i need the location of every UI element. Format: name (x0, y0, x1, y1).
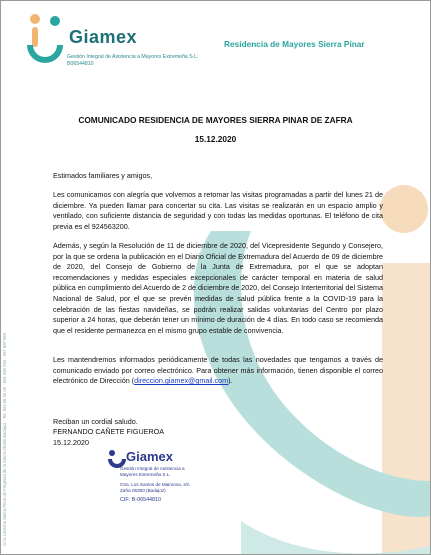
logo-wordmark: Giamex (69, 27, 138, 47)
closing-block (53, 417, 164, 448)
paragraph-resolution: Además, y según la Resolución de 11 de diciembre de 2020, del Vicepresidente Segundo y Consejero, por la que se ordena la publicación en el Diario Oficial de Extremadura del Acuerdo de 09 de diciembre de 2020, del Consejo de Gobierno de la Junta de Extremadura, por el que se adoptan recomendaciones y medidas especiales excepcionales de carácter temporal en materia de salud pública en cumplimiento del Acuerdo de 2 de diciembre de 2020, del Consejo Interterritorial del Sistema Nacional de Salud, por el que se prevén medidas de salud pública frente a la COVID-19 para la celebración de las fiestas navideñas, se podrán realizar salidas voluntarias del Centro por plazo superior a 24 horas, que deberán tener un mínimo de duración de 4 días. En todo caso se recomienda que el residente permanezca en el mismo grupo estable de convivencia. (53, 241, 384, 335)
document-date: 15.12.2020 (194, 134, 237, 144)
stamp-line-3: Ctra. Los Santos de Maimona, s/n (120, 482, 190, 487)
side-address-text: C/ la Linterna Sierra Pinar de Fregenal de la Sierra 06480 Badajoz · Tel. 924 56 32 00 · 691 490 294 · 657 897 965 (2, 332, 7, 546)
stamp-line-5: CIF: B-06544810 (120, 497, 162, 503)
logo-cif: B06544810 (67, 61, 94, 67)
logo-mark-icon (23, 11, 69, 71)
paragraph-contact (53, 355, 383, 387)
paragraph-contact-text: Les mantendremos informados periódicamente de todas las novedades que tengamos a través de comunicado enviado por correo electrónico. Para obtener más información, tienen disponible el correo electrónico de Dirección ( (53, 355, 383, 386)
stamp-line-4: Zafra 06300 (Badajoz) (120, 488, 166, 493)
deco-orange-dot (380, 185, 428, 233)
logo-subtitle: Gestión Integral de Asistencia a Mayores Extremeña S.L. (67, 54, 199, 60)
greeting: Estimados familiares y amigos, (53, 171, 153, 180)
email-link[interactable]: direccion.giamex@gmail.com (134, 376, 229, 386)
stamp-line-1: Gestión Integral de Asistencia a (120, 466, 185, 471)
stamp-line-2: Mayores Extremeña S.L. (120, 472, 171, 477)
closing-text: Reciban un cordial saludo. (53, 417, 138, 426)
header-residence-name: Residencia de Mayores Sierra Pinar (224, 39, 365, 49)
signature-date: 15.12.2020 (53, 437, 89, 447)
company-stamp (104, 449, 188, 514)
paragraph-visits: Les comunicamos con alegría que volvemos a retomar las visitas programadas a partir del lunes 21 de diciembre. Ya pueden llamar para concertar su cita. Las visitas se realizarán en un espacio amplio y ventilado, con suficiente distancia de seguridad y con todas las medidas oportunas. El teléfono de cita previa es el 924563200. (53, 190, 383, 231)
signer-name: FERNANDO CAÑETE FIGUEROA (53, 427, 165, 437)
document-title: COMUNICADO RESIDENCIA DE MAYORES SIERRA PINAR DE ZAFRA (78, 115, 353, 125)
stamp-name: Giamex (126, 449, 173, 464)
paragraph-contact-end: ). (228, 376, 233, 386)
